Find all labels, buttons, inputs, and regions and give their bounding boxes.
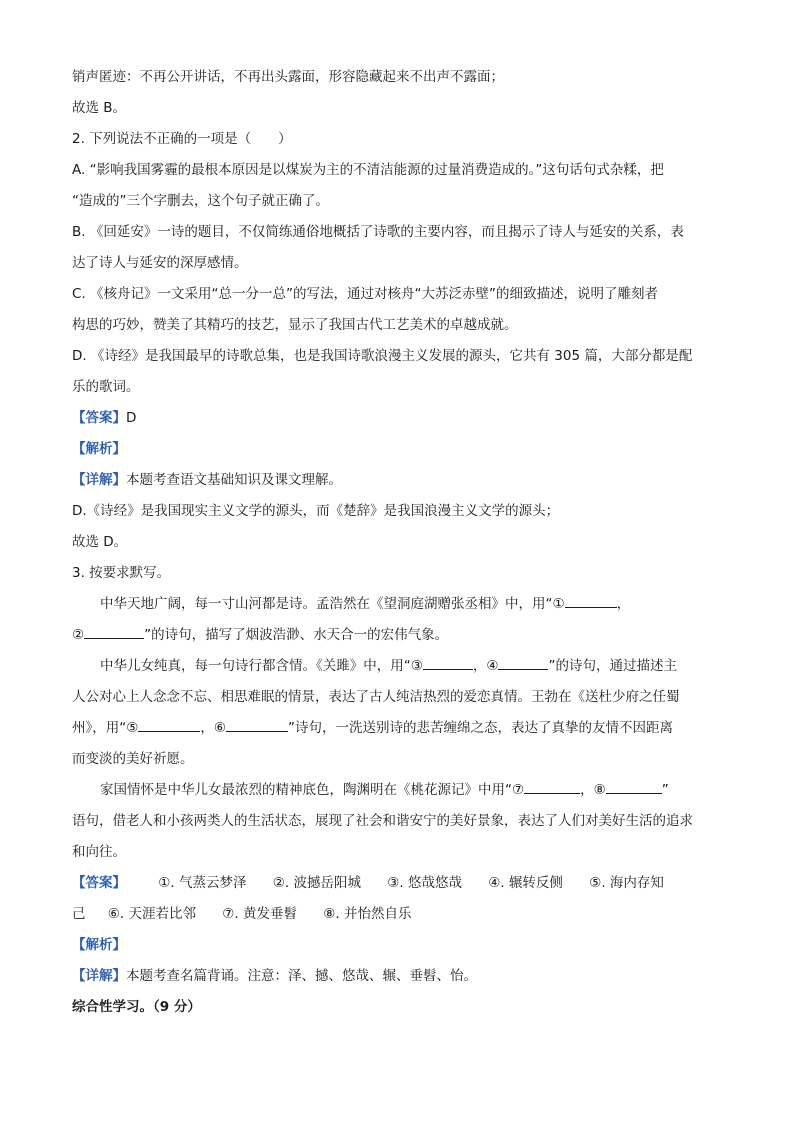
option-d-cont: 乐的歌词。: [72, 379, 140, 395]
answer-item: ④. 辗转反侧: [488, 875, 563, 891]
paragraph-1-line: [72, 589, 722, 620]
answer-item: ①. 气蒸云梦泽: [158, 875, 247, 891]
section-heading: 综合性学习。（9 分）: [72, 999, 201, 1015]
analysis-tag: 【解析】: [72, 441, 126, 457]
paragraph-1-line: [72, 620, 722, 651]
fill-blank-7: [524, 778, 580, 794]
text-segment: ”的诗句，通过描述主: [548, 658, 677, 674]
text-segment: 州》，用“⑤: [72, 720, 139, 736]
answer-item: ②. 波撼岳阳城: [272, 875, 361, 891]
document-page: [72, 62, 722, 1023]
option-d: D. 《诗经》是我国最早的诗歌总集，也是我国诗歌浪漫主义发展的源头，它共有 305 篇，大部分都是配: [72, 348, 693, 364]
detail-text: 本题考查名篇背诵。注意：泽、撼、悠哉、辗、垂髫、怡。: [126, 968, 477, 984]
paragraph-3-line: 和向往。: [72, 844, 126, 860]
answer-item: ⑥. 天涯若比邻: [107, 906, 196, 922]
text-line: 故选 B。: [72, 100, 127, 116]
option-c-cont: 构思的巧妙，赞美了其精巧的技艺，显示了我国古代工艺美术的卓越成就。: [72, 317, 518, 333]
fill-blank-8: [606, 778, 662, 794]
fill-blank-2: [84, 623, 144, 639]
answer-2: [72, 403, 722, 434]
text-segment: 家国情怀是中华儿女最浓烈的精神底色，陶渊明在《桃花源记》中用“⑦: [100, 782, 525, 798]
text-line: 销声匿迹：不再公开讲话，不再出头露面，形容隐藏起来不出声不露面；: [72, 69, 504, 85]
answer-value: D: [126, 410, 137, 426]
text-segment: ”诗句，一洗送别诗的悲苦缠绵之态，表达了真挚的友情不因距离: [287, 720, 673, 736]
answer-3: [72, 868, 722, 899]
text-segment: ②: [72, 627, 85, 643]
question-2-title: 2. 下列说法不正确的一项是（ ）: [72, 131, 292, 147]
text-segment: ，④: [472, 658, 499, 674]
paragraph-3-line: 语句，借老人和小孩两类人的生活状态，展现了社会和谐安宁的美好景象，表达了人们对美好生活的追求: [72, 813, 693, 829]
detail-2: [72, 465, 722, 496]
text-segment: ，⑥: [200, 720, 226, 736]
answer-item: ⑤. 海内存知: [589, 875, 664, 891]
detail-tag: 【详解】: [72, 968, 126, 984]
paragraph-3-line: [72, 775, 722, 806]
text-line: D.《诗经》是我国现实主义文学的源头，而《楚辞》是我国浪漫主义文学的源头；: [72, 503, 560, 519]
fill-blank-1: [565, 592, 617, 608]
text-line: 故选 D。: [72, 534, 128, 550]
text-segment: ”的诗句，描写了烟波浩渺、水天合一的宏伟气象。: [144, 627, 449, 643]
paragraph-2-line: [72, 651, 722, 682]
fill-blank-6: [226, 716, 288, 732]
option-c: C. 《核舟记》一文采用“总一分一总”的写法，通过对核舟“大苏泛赤壁”的细致描述，说明了雕刻者: [72, 286, 658, 302]
option-b: B. 《回延安》一诗的题目，不仅简练通俗地概括了诗歌的主要内容，而且揭示了诗人与延安的关系，表: [72, 224, 684, 240]
option-a-cont: “造成的”三个字删去，这个句子就正确了。: [72, 193, 329, 209]
fill-blank-3: [423, 654, 473, 670]
analysis-tag: 【解析】: [72, 937, 126, 953]
detail-text: 本题考查语文基础知识及课文理解。: [126, 472, 342, 488]
paragraph-2-line: 而变淡的美好祈愿。: [72, 751, 194, 767]
detail-tag: 【详解】: [72, 472, 126, 488]
answer-item: ③. 悠哉悠哉: [387, 875, 462, 891]
answer-tag: 【答案】: [72, 410, 126, 426]
paragraph-2-line: [72, 713, 722, 744]
text-segment: 中华儿女纯真，每一句诗行都含情。《关雎》中，用“③: [100, 658, 423, 674]
option-a: A. “影响我国雾霾的最根本原因是以煤炭为主的不清洁能源的过量消费造成的。”这句话句式杂糅，把: [72, 162, 664, 178]
text-segment: ，⑧: [580, 782, 606, 798]
text-segment: ”: [661, 782, 669, 798]
detail-3: [72, 961, 722, 992]
answer-tag: 【答案】: [72, 875, 126, 891]
answer-3-cont: [72, 899, 722, 930]
answer-item: ⑧. 并怡然自乐: [323, 906, 412, 922]
question-3-title: 3. 按要求默写。: [72, 565, 171, 581]
text-segment: ，: [616, 596, 631, 612]
fill-blank-5: [138, 716, 200, 732]
fill-blank-4: [498, 654, 548, 670]
text-segment: 中华天地广阔，每一寸山河都是诗。孟浩然在《望洞庭湖赠张丞相》中，用“①: [100, 596, 565, 612]
answer-item: 己: [72, 906, 86, 922]
answer-item: ⑦. 黄发垂髫: [222, 906, 297, 922]
option-b-cont: 达了诗人与延安的深厚感情。: [72, 255, 248, 271]
paragraph-2-line: 人公对心上人念念不忘、相思难眠的情景，表达了古人纯洁热烈的爱恋真情。王勃在《送杜少府之任蜀: [72, 689, 680, 705]
